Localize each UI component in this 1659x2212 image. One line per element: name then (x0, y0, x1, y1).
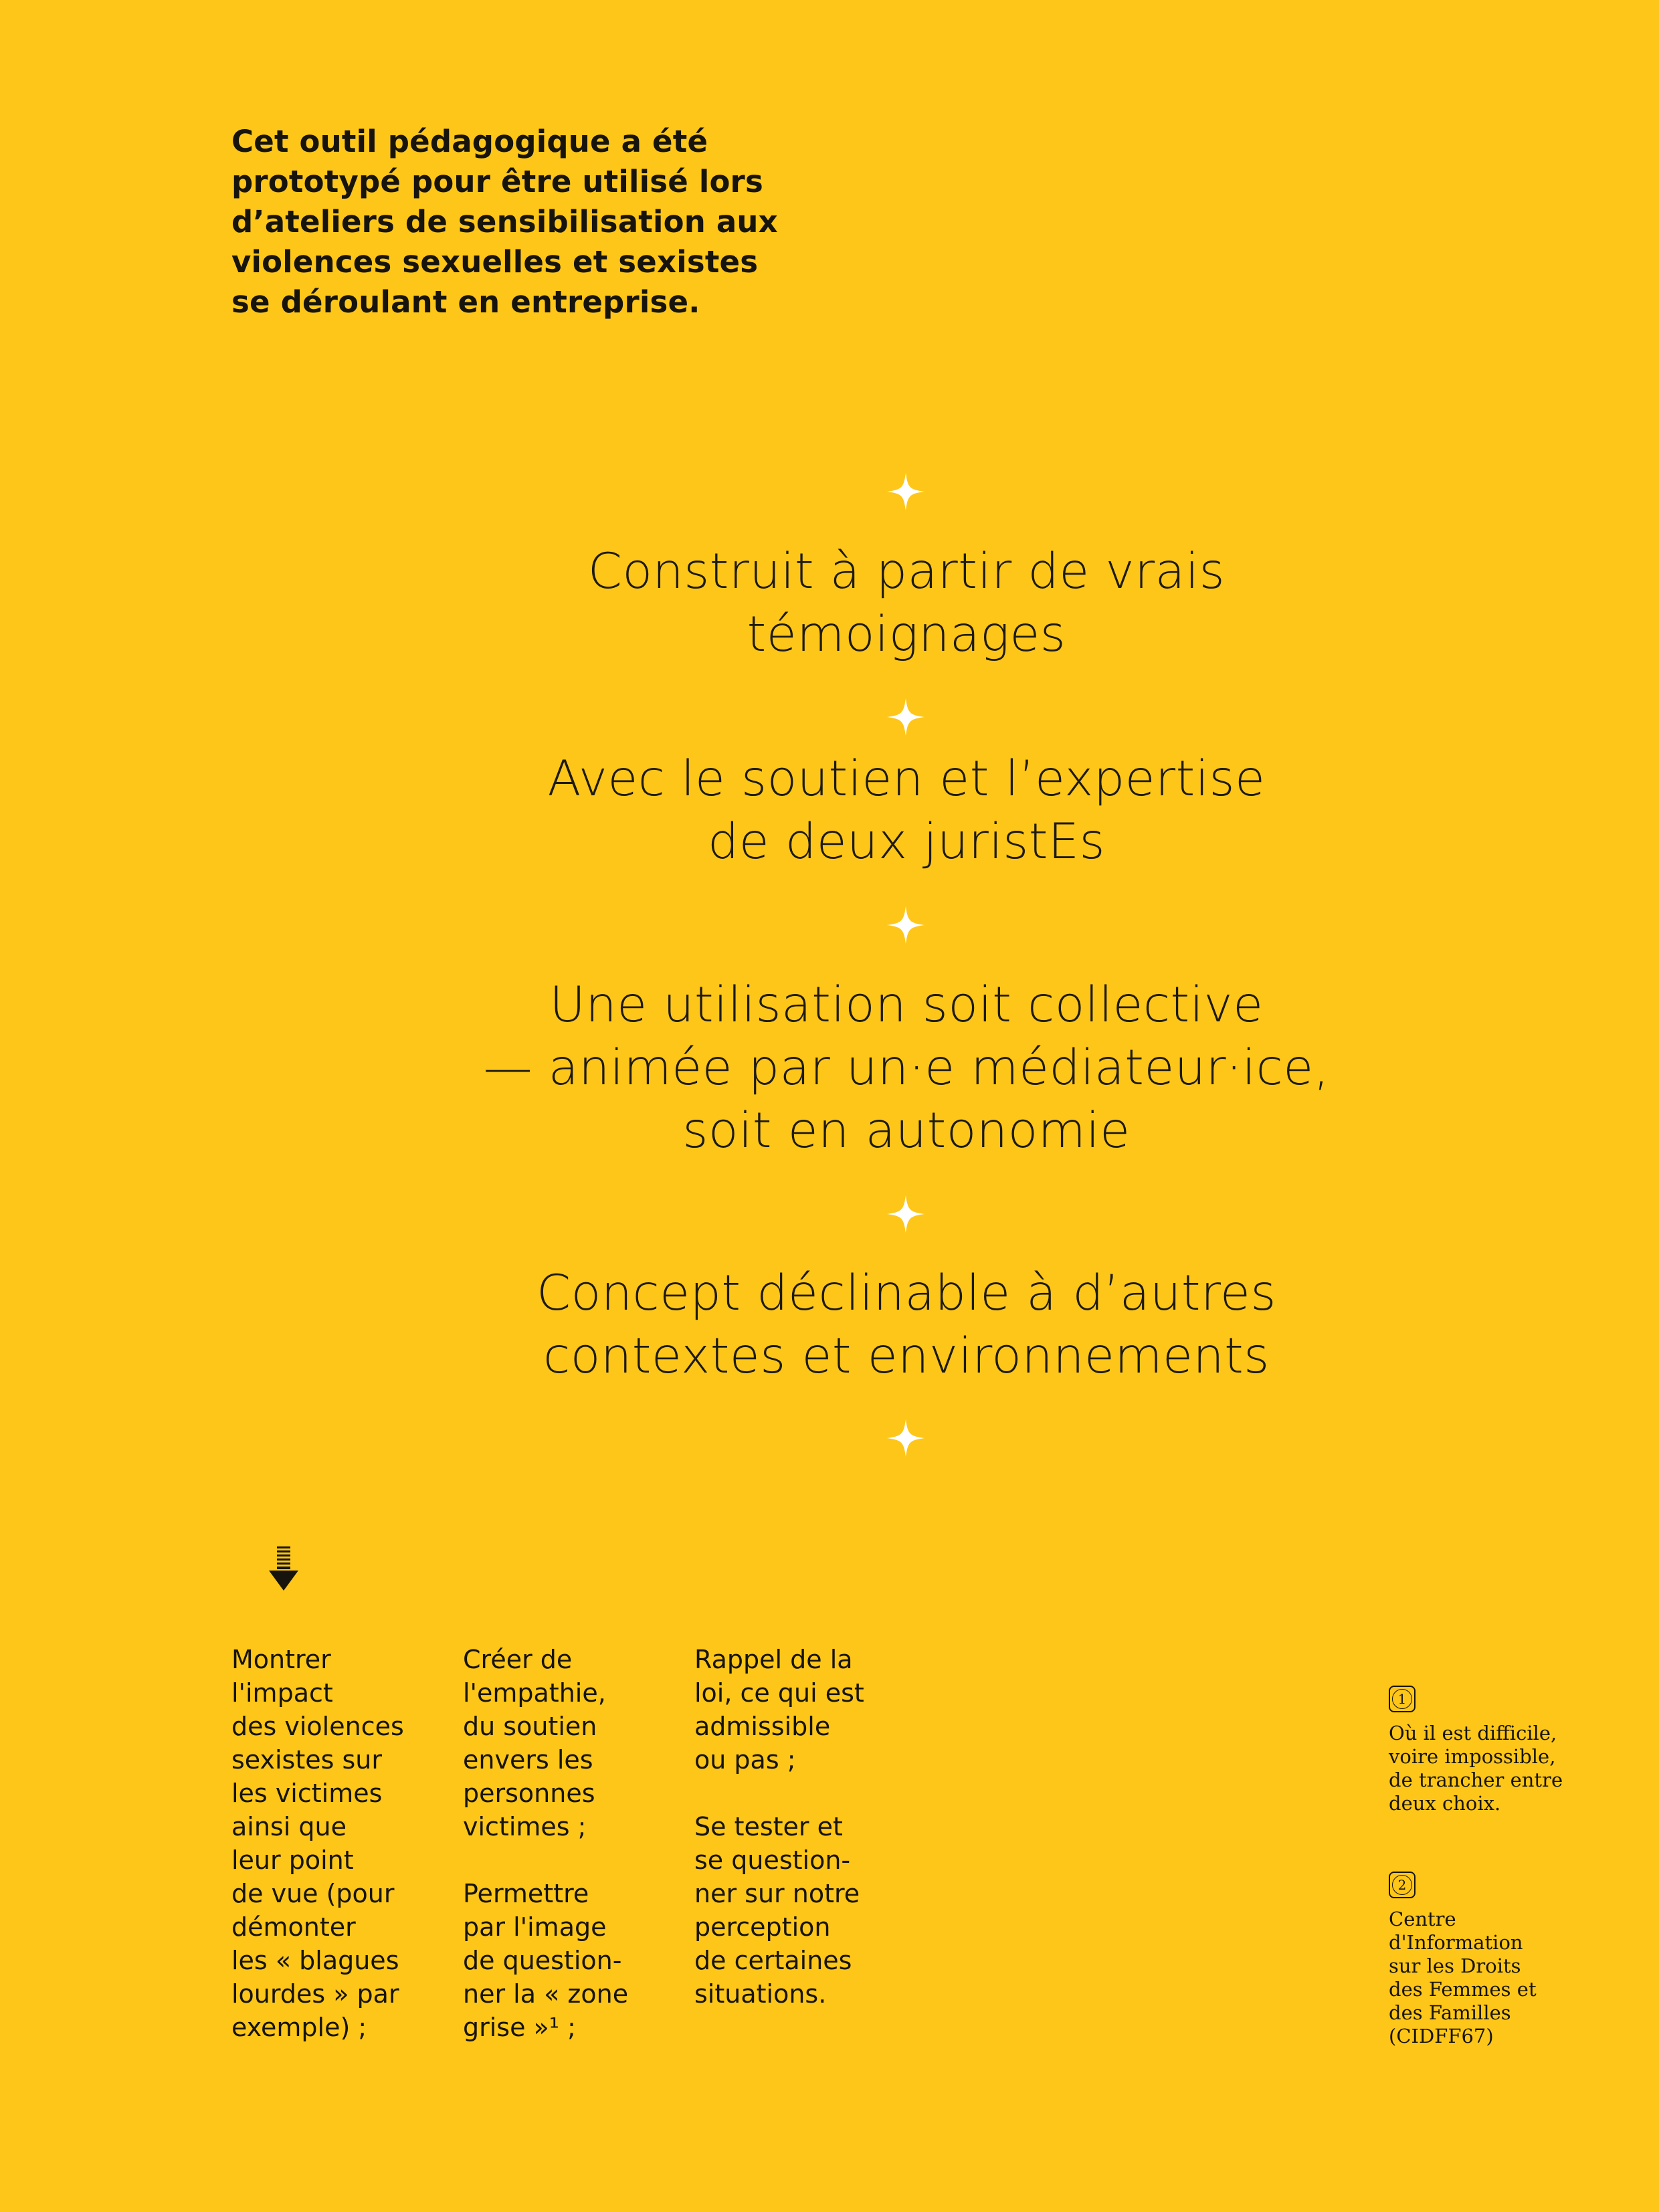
footnote-line: de trancher entre (1389, 1769, 1563, 1791)
column-line: de vue (pour (231, 1879, 395, 1908)
column-spacer (694, 1777, 908, 1810)
column-line: des violences (231, 1712, 404, 1741)
column-line: Montrer (231, 1645, 331, 1674)
column-line: de question- (463, 1946, 622, 1975)
down-arrow-icon (269, 1546, 298, 1592)
intro-line: Cet outil pédagogique a été (231, 124, 708, 159)
feature-line: contextes et environnements (543, 1328, 1270, 1385)
footnote-number-badge (1389, 1686, 1416, 1712)
column-line: l'empathie, (463, 1678, 606, 1708)
footnote-number: 1 (1392, 1689, 1412, 1709)
column-line: l'impact (231, 1678, 333, 1708)
feature-line: témoignages (747, 606, 1066, 663)
intro-line: d’ateliers de sensibilisation aux (231, 204, 778, 239)
column-line: perception (694, 1912, 831, 1942)
column-line: admissible (694, 1712, 831, 1741)
footnote-text (1389, 1722, 1609, 1815)
footnote-number: 2 (1392, 1875, 1412, 1895)
intro-paragraph (231, 122, 807, 322)
column-spacer (463, 1843, 677, 1877)
intro-line: se déroulant en entreprise. (231, 284, 700, 320)
feature-line: de deux juristEs (707, 813, 1106, 870)
column-line: ner sur notre (694, 1879, 860, 1908)
column-line: les victimes (231, 1779, 383, 1808)
footnote-number-badge (1389, 1872, 1416, 1898)
column-line: se question- (694, 1845, 851, 1875)
feature-testimonies (361, 540, 1452, 666)
feature-line: Avec le soutien et l’expertise (547, 750, 1266, 807)
feature-usage (361, 974, 1452, 1163)
column-line: Se tester et (694, 1812, 843, 1841)
column-empathy (463, 1643, 677, 2044)
footnote-line: voire impossible, (1389, 1745, 1556, 1768)
column-line: ner la « zone (463, 1979, 629, 2009)
footnote-line: d'Information (1389, 1931, 1523, 1954)
footnote-1 (1389, 1686, 1609, 1815)
column-line: les « blagues (231, 1946, 399, 1975)
column-line: victimes ; (463, 1812, 587, 1841)
column-line: situations. (694, 1979, 827, 2009)
column-line: démonter (231, 1912, 356, 1942)
feature-line: Construit à partir de vrais (587, 543, 1226, 600)
column-line: loi, ce qui est (694, 1678, 864, 1708)
intro-line: prototypé pour être utilisé lors (231, 164, 763, 199)
column-line: Permettre (463, 1879, 589, 1908)
column-line: grise »¹ ; (463, 2013, 576, 2042)
column-line: ou pas ; (694, 1745, 796, 1775)
column-line: exemple) ; (231, 2013, 367, 2042)
column-line: lourdes » par (231, 1979, 399, 2009)
intro-line: violences sexuelles et sexistes (231, 244, 759, 280)
feature-adaptable (361, 1262, 1452, 1388)
column-impact (231, 1643, 446, 2044)
column-line: Créer de (463, 1645, 573, 1674)
feature-jurists (361, 748, 1452, 874)
column-line: leur point (231, 1845, 354, 1875)
column-line: personnes (463, 1779, 595, 1808)
column-line: ainsi que (231, 1812, 347, 1841)
feature-line: Une utilisation soit collective (549, 977, 1264, 1033)
footnote-line: des Familles (1389, 2001, 1511, 2024)
column-line: Rappel de la (694, 1645, 853, 1674)
column-line: sexistes sur (231, 1745, 383, 1775)
column-law (694, 1643, 908, 2011)
footnote-text (1389, 1908, 1609, 2048)
column-line: de certaines (694, 1946, 852, 1975)
column-line: envers les (463, 1745, 593, 1775)
column-line: du soutien (463, 1712, 597, 1741)
footnote-line: Où il est difficile, (1389, 1722, 1557, 1744)
footnote-2 (1389, 1872, 1609, 2048)
footnote-line: deux choix. (1389, 1792, 1501, 1815)
feature-line: — animée par un·e médiateur·ice, (483, 1039, 1330, 1096)
feature-line: Concept déclinable à d’autres (536, 1265, 1276, 1322)
feature-line: soit en autonomie (682, 1102, 1131, 1159)
footnote-line: des Femmes et (1389, 1978, 1537, 2001)
footnote-line: (CIDFF67) (1389, 2025, 1494, 2047)
footnote-line: Centre (1389, 1908, 1456, 1930)
footnote-line: sur les Droits (1389, 1954, 1521, 1977)
column-line: par l'image (463, 1912, 607, 1942)
